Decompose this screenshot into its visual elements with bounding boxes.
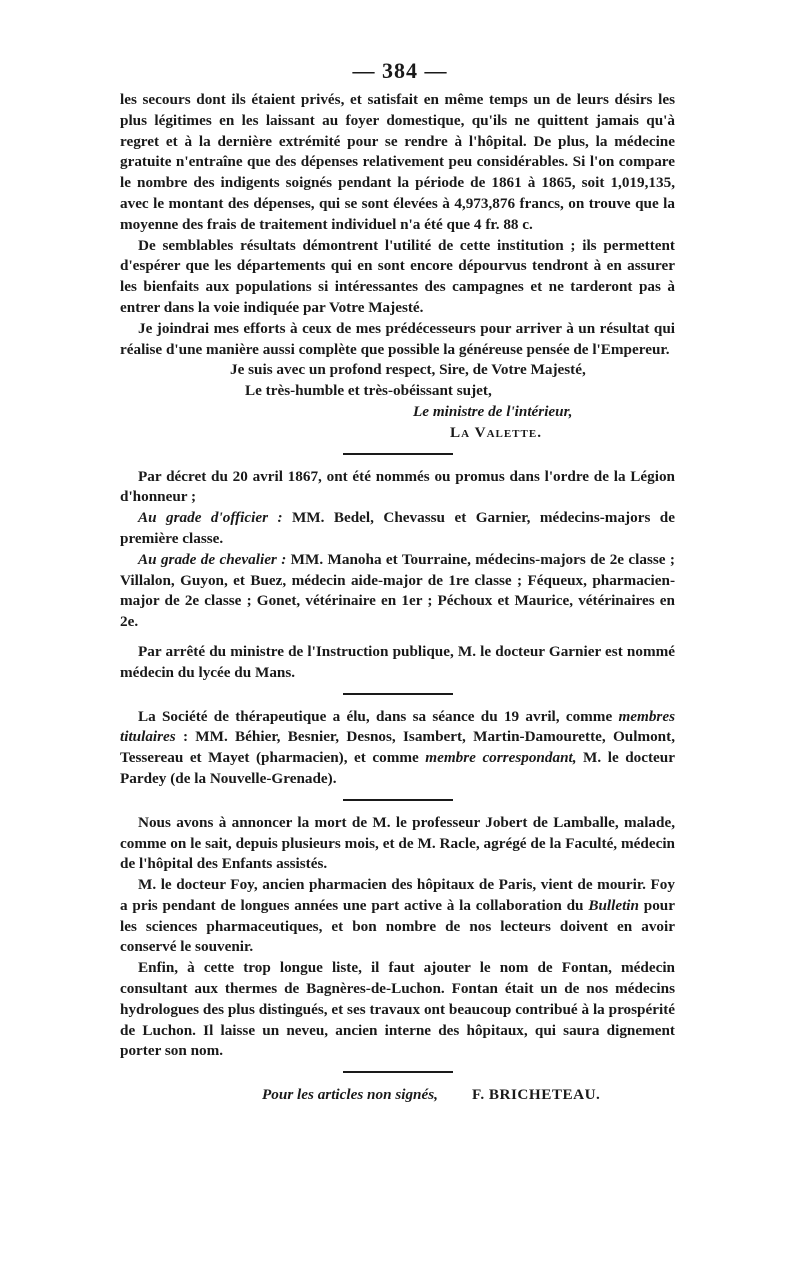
editor-signature [120, 1085, 675, 1106]
paragraph-chevalier [120, 550, 675, 633]
section-divider [343, 453, 453, 455]
closing-signature: La Valette. [450, 423, 542, 441]
societe-text-3: M. le docteur Pardey (de la Nouvelle-Grenade). [120, 749, 675, 787]
chevalier-text: MM. Manoha et Tourraine, médecins-majors de 2e classe ; Villalon, Guyon, et Buez, médecin aide-major de 1re classe ; Féqueux, pharmacien-major de 2e classe ; Gonet, vétérinaire en 1er ; Péchoux et Maurice, vétérinaires en 2e. [120, 550, 675, 631]
closing-respect: Je suis avec un profond respect, Sire, de Votre Majesté, [230, 361, 586, 379]
section-divider [343, 1071, 453, 1073]
signature-name: F. BRICHETEAU. [471, 1086, 601, 1104]
paragraph-officier [120, 508, 675, 550]
foy-text-2: pour les sciences pharmaceutiques, et bon nombre de nos lecteurs doivent en avoir conservé le souvenir. [120, 896, 675, 956]
societe-italic-2: membre correspondant, [425, 749, 577, 767]
chevalier-label: Au grade de chevalier : [138, 550, 287, 568]
paragraph-foy [120, 875, 675, 958]
section-divider [343, 693, 453, 695]
officier-label: Au grade d'officier : [138, 509, 283, 527]
page-number: — 384 — [352, 58, 448, 83]
societe-text-1: La Société de thérapeutique a élu, dans sa séance du 19 avril, comme [138, 707, 619, 725]
section-divider [343, 799, 453, 801]
paragraph-arrete: Par arrêté du ministre de l'Instruction publique, M. le docteur Garnier est nommé médecin du lycée du Mans. [120, 642, 675, 681]
paragraph-decret: Par décret du 20 avril 1867, ont été nommés ou promus dans l'ordre de la Légion d'honneur ; [120, 467, 675, 506]
foy-text-1: M. le docteur Foy, ancien pharmacien des hôpitaux de Paris, vient de mourir. Foy a pris pendant de longues années une part active à la collaboration du [120, 876, 675, 914]
societe-italic-1: membres titulaires [120, 707, 675, 746]
paragraph-societe [120, 707, 675, 790]
paragraph-efforts: Je joindrai mes efforts à ceux de mes prédécesseurs pour arriver à un résultat qui réalise d'une manière aussi complète que possible la généreuse pensée de l'Empereur. [120, 319, 675, 358]
paragraph-resultats: De semblables résultats démontrent l'utilité de cette institution ; ils permettent d'espérer que les départements qui en sont encore dépourvus tendront à en assurer les bienfaits aux populations si intéressantes des campagnes et ne tarderont pas à entrer dans la voie indiquée par Votre Majesté. [120, 236, 675, 316]
foy-italic: Bulletin [588, 896, 639, 914]
paragraph-secours: les secours dont ils étaient privés, et satisfait en même temps un de leurs désirs les plus légitimes en les laissant au foyer domestique, qu'ils ne quittent jamais qu'à regret et à la dernière extrémité pour se rendre à l'hôpital. De plus, la médecine gratuite n'entraîne que des dépenses relativement peu considérables. Si l'on compare le nombre des indigents soignés pendant la période de 1861 à 1865, soit 1,019,135, avec le montant des dépenses, qui se sont élevées à 4,973,876 francs, on trouve que la moyenne des frais de traitement individuel n'a été que 4 fr. 88 c. [120, 91, 675, 233]
paragraph-fontan: Enfin, à cette trop longue liste, il faut ajouter le nom de Fontan, médecin consultant aux thermes de Bagnères-de-Luchon. Fontan était un de nos médecins hydrologues des plus distingués, et ses travaux ont beaucoup contribué à la prospérité de Luchon. Il laisse un neveu, ancien interne des hôpitaux, qui saura dignement porter son nom. [120, 959, 675, 1060]
signature-label: Pour les articles non signés, [262, 1086, 438, 1104]
text-column [120, 90, 675, 1106]
societe-text-2: : MM. Béhier, Besnier, Desnos, Isambert, Martin-Damourette, Oulmont, Tessereau et Mayet (pharmacien), et comme [120, 728, 675, 767]
closing-ministre: Le ministre de l'intérieur, [413, 402, 573, 420]
paragraph-necrologie: Nous avons à annoncer la mort de M. le professeur Jobert de Lamballe, malade, comme on le sait, depuis plusieurs mois, et de M. Racle, agrégé de la Faculté, médecin de l'hôpital des Enfants assistés. [120, 813, 675, 873]
officier-text: MM. Bedel, Chevassu et Garnier, médecins-majors de première classe. [120, 509, 675, 547]
closing-sujet: Le très-humble et très-obéissant sujet, [245, 382, 492, 400]
